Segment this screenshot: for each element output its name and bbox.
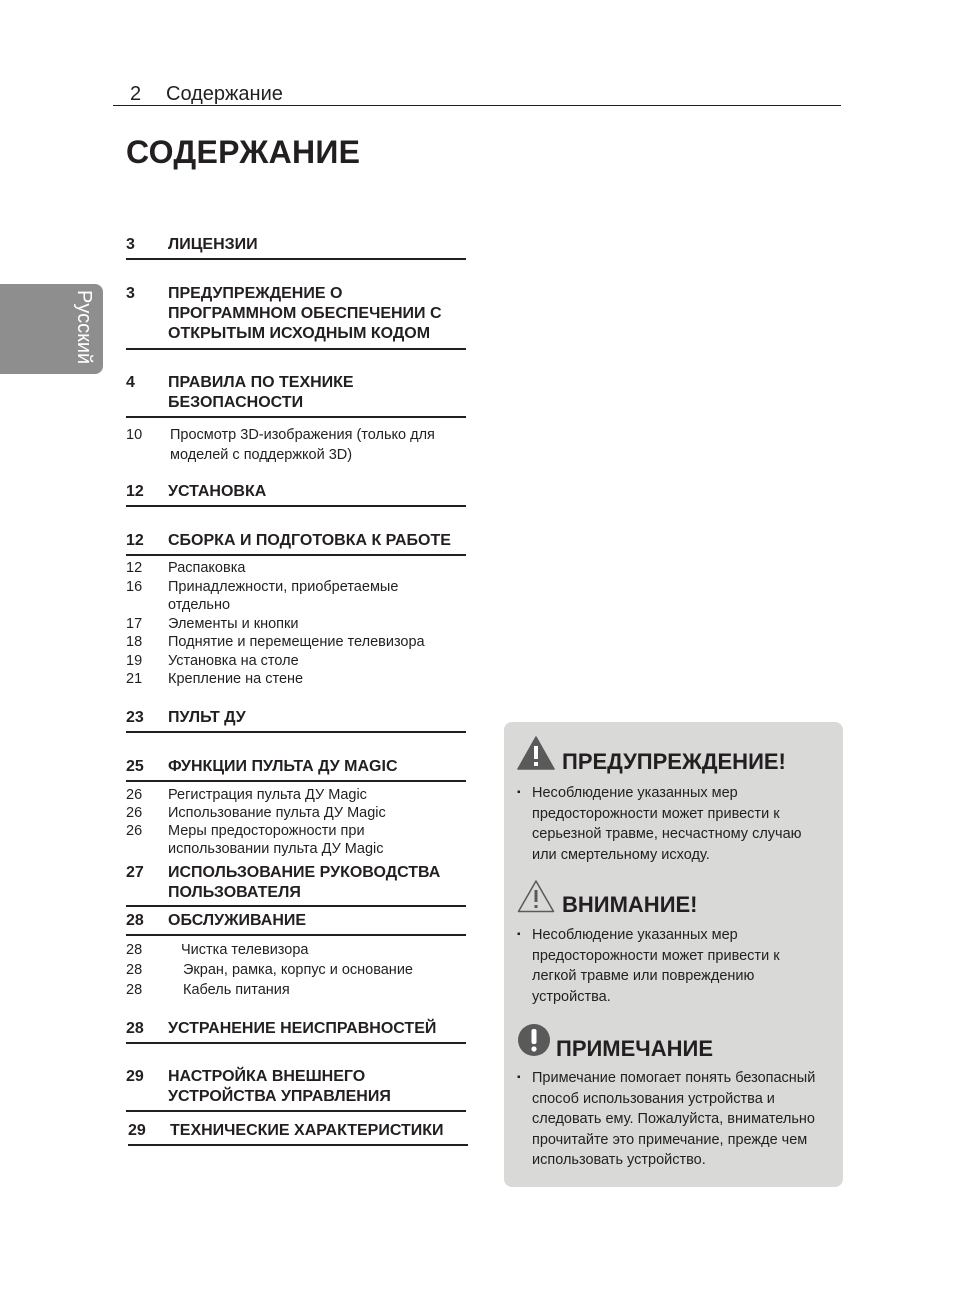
toc-page-number: 26 [126, 787, 143, 803]
toc-page-number: 29 [126, 1068, 144, 1085]
language-side-tab [0, 284, 103, 374]
toc-page-number: 16 [126, 579, 143, 595]
note-heading: ПРИМЕЧАНИЕ [556, 1036, 714, 1061]
toc-section-title: ТЕХНИЧЕСКИЕ ХАРАКТЕРИСТИКИ [170, 1122, 444, 1139]
toc-section-title: НАСТРОЙКА ВНЕШНЕГО УСТРОЙСТВА УПРАВЛЕНИЯ [168, 1068, 391, 1105]
warning-text: Несоблюдение указанных мер предосторожности может привести к серьезной травме, несчастному случаю или смертельному исходу. [532, 785, 802, 863]
toc-page-number: 17 [126, 616, 143, 632]
toc-page-number: 26 [126, 823, 143, 839]
toc-page-number: 3 [126, 236, 135, 253]
toc-page-number: 29 [128, 1122, 146, 1139]
toc-section-title: УСТАНОВКА [168, 483, 267, 500]
bullet-icon: ▪ [517, 929, 521, 940]
toc-page-number: 18 [126, 634, 143, 650]
toc-subitem-title: Просмотр 3D-изображения (только для моделей с поддержкой 3D) [170, 427, 435, 463]
toc-subitem-title: Чистка телевизора [181, 942, 309, 958]
toc-section-title: ИСПОЛЬЗОВАНИЕ РУКОВОДСТВА ПОЛЬЗОВАТЕЛЯ [168, 864, 441, 901]
toc-page-number: 12 [126, 532, 144, 549]
toc-section-title: ФУНКЦИИ ПУЛЬТА ДУ MAGIC [168, 758, 398, 775]
caution-outline-triangle-icon [517, 879, 555, 913]
page-title: СОДЕРЖАНИЕ [126, 134, 361, 170]
toc-section-troubleshooting[interactable] [126, 1019, 466, 1044]
toc-subitem-title: Использование пульта ДУ Magic [168, 805, 386, 821]
toc-page-number: 21 [126, 671, 143, 687]
toc-page-number: 28 [126, 912, 144, 929]
toc-subitem[interactable] [126, 425, 466, 465]
toc-page-number: 23 [126, 709, 144, 726]
toc-section-specifications[interactable] [128, 1121, 468, 1146]
toc-page-number: 28 [126, 1020, 144, 1037]
bullet-icon: ▪ [517, 787, 521, 798]
toc-section-title: ОБСЛУЖИВАНИЕ [168, 912, 307, 929]
toc-subitem-title: Поднятие и перемещение телевизора [168, 634, 425, 650]
bullet-icon: ▪ [517, 1072, 521, 1083]
running-header-title: Содержание [166, 83, 283, 105]
toc-section-open-source[interactable] [126, 284, 466, 350]
toc-page-number: 19 [126, 653, 143, 669]
toc-subitem-title: Распаковка [168, 560, 246, 576]
toc-page-number: 3 [126, 285, 135, 302]
toc-subitem-title: Элементы и кнопки [168, 616, 299, 632]
running-header [113, 80, 841, 106]
toc-section-safety[interactable] [126, 373, 466, 418]
warning-filled-triangle-icon [517, 736, 555, 770]
toc-section-remote[interactable] [126, 708, 466, 733]
toc-page-number: 12 [126, 560, 143, 576]
toc-section-user-guide[interactable] [126, 863, 466, 907]
language-label: Русский [73, 290, 95, 365]
exclamation-circle-icon [517, 1023, 551, 1057]
toc-page-number: 28 [126, 942, 143, 958]
toc-subitem-title: Крепление на стене [168, 671, 304, 687]
toc-page-number: 28 [126, 982, 143, 998]
toc-page-number: 26 [126, 805, 143, 821]
toc-subitem-title: Регистрация пульта ДУ Magic [168, 787, 367, 803]
toc-page-number: 4 [126, 374, 135, 391]
toc-page-number: 28 [126, 962, 143, 978]
toc-page-number: 27 [126, 864, 144, 881]
toc-subitem-title: Кабель питания [183, 982, 290, 998]
toc-section-external-control[interactable] [126, 1067, 466, 1112]
toc-section-title: ЛИЦЕНЗИИ [168, 236, 258, 253]
toc-section-magic-remote[interactable] [126, 757, 466, 782]
toc-subitem-title: Установка на столе [168, 653, 299, 669]
toc-page-number: 12 [126, 483, 144, 500]
caution-heading: ВНИМАНИЕ! [562, 892, 698, 917]
caution-text: Несоблюдение указанных мер предосторожности может привести к легкой травме или повреждению устройства. [532, 927, 780, 1005]
toc-subitem-title: Принадлежности, приобретаемые отдельно [168, 579, 399, 613]
page-number: 2 [130, 83, 142, 105]
toc-section-title: ПРАВИЛА ПО ТЕХНИКЕ БЕЗОПАСНОСТИ [168, 374, 354, 411]
toc-subitem-title: Меры предосторожности при использовании пульта ДУ Magic [168, 823, 384, 857]
note-text: Примечание помогает понять безопасный способ использования устройства и следовать ему. Пожалуйста, внимательно прочитайте это примечание, прежде чем использовать устройство. [532, 1070, 816, 1168]
toc-subitem-title: Экран, рамка, корпус и основание [183, 962, 413, 978]
safety-notice-box [504, 722, 843, 1187]
toc-section-installation[interactable] [126, 482, 466, 507]
toc-section-maintenance[interactable] [126, 911, 466, 936]
toc-section-title: СБОРКА И ПОДГОТОВКА К РАБОТЕ [168, 532, 451, 549]
toc-section-title: УСТРАНЕНИЕ НЕИСПРАВНОСТЕЙ [168, 1020, 437, 1037]
toc-page-number: 25 [126, 758, 144, 775]
toc-page-number: 10 [126, 427, 143, 443]
toc-section-assembly[interactable] [126, 531, 466, 556]
toc-section-title: ПУЛЬТ ДУ [168, 709, 246, 726]
toc-section-title: ПРЕДУПРЕЖДЕНИЕ О ПРОГРАММНОМ ОБЕСПЕЧЕНИИ С ОТКРЫТЫМ ИСХОДНЫМ КОДОМ [168, 285, 442, 342]
toc-section-licenses[interactable] [126, 235, 466, 260]
warning-heading: ПРЕДУПРЕЖДЕНИЕ! [562, 749, 786, 774]
